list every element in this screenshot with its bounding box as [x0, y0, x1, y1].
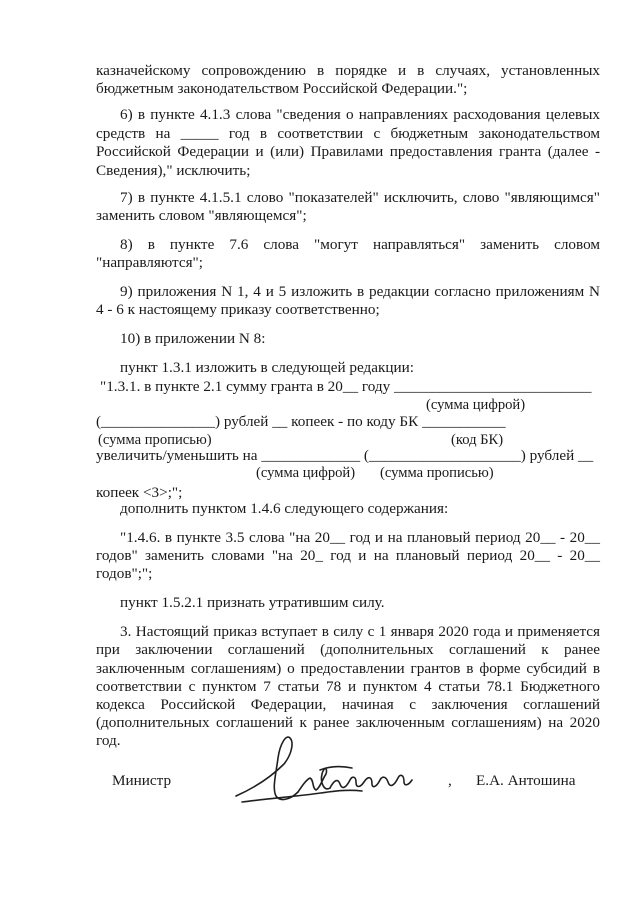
paragraph-line: соответствии с пунктом 7 статьи 78 и пунктом 4 статьи 78.1 Бюджетного	[96, 678, 600, 695]
paragraph-line: 8) в пункте 7.6 слова "могут направляться" заменить словом	[120, 236, 600, 253]
caption-sum-words: (сумма прописью)	[380, 465, 494, 481]
caption-sum-words: (сумма прописью)	[98, 432, 212, 448]
paragraph-line: (дополнительных соглашений к ранее заключенным соглашениям) на 2020	[96, 714, 600, 731]
paragraph-line: средств на _____ год в соответствии с бюджетным законодательством	[96, 125, 600, 142]
caption-bk-code: (код БК)	[451, 432, 504, 448]
form-line: увеличить/уменьшить на _____________ (____________________) рублей __	[96, 447, 594, 464]
paragraph-line: при заключении соглашений (дополнительных соглашений к ранее	[96, 641, 600, 658]
paragraph-line: 10) в приложении N 8:	[120, 330, 266, 347]
paragraph-line: заменить словом "являющемся";	[96, 207, 307, 224]
signature-comma: ,	[448, 772, 452, 789]
paragraph-line: 6) в пункте 4.1.3 слова "сведения о направлениях расходования целевых	[120, 106, 600, 123]
paragraph-line: заключенным соглашениям) о предоставлении грантов в форме субсидий в	[96, 660, 600, 677]
paragraph-line: "1.4.6. в пункте 3.5 слова "на 20__ год и на плановый период 20__ - 20__	[120, 529, 600, 546]
paragraph-line: 7) в пункте 4.1.5.1 слово "показателей" исключить, слово "являющимся"	[120, 189, 600, 206]
paragraph-line: пункт 1.3.1 изложить в следующей редакции:	[120, 359, 414, 376]
handwritten-signature	[232, 730, 464, 812]
paragraph-line: кодекса Российской Федерации, начиная с заключения соглашений	[96, 696, 600, 713]
paragraph-line: 9) приложения N 1, 4 и 5 изложить в редакции согласно приложениям N	[120, 283, 600, 300]
paragraph-line: 3. Настоящий приказ вступает в силу с 1 января 2020 года и применяется	[120, 623, 600, 640]
paragraph-line: бюджетным законодательством Российской Федерации.";	[96, 80, 468, 97]
paragraph-line: Российской Федерации и (или) Правилами предоставления гранта (далее -	[96, 143, 600, 160]
paragraph-line: дополнить пунктом 1.4.6 следующего содержания:	[120, 500, 449, 517]
paragraph-line: казначейскому сопровождению в порядке и в случаях, установленных	[96, 62, 600, 79]
form-line: "1.3.1. в пункте 2.1 сумму гранта в 20__ году __________________________	[100, 378, 592, 395]
paragraph-line: годов";";	[96, 565, 153, 582]
form-line: копеек <3>;";	[96, 484, 183, 501]
paragraph-line: Сведения)," исключить;	[96, 162, 251, 179]
paragraph-line: пункт 1.5.2.1 признать утратившим силу.	[120, 594, 385, 611]
paragraph-line: "направляются";	[96, 254, 203, 271]
paragraph-line: год.	[96, 732, 121, 749]
signatory-position: Министр	[112, 772, 172, 789]
form-line: (_______________) рублей __ копеек - по коду БК ___________	[96, 413, 506, 430]
caption-sum-digits: (сумма цифрой)	[426, 397, 526, 413]
paragraph-line: годов" заменить словами "на 20_ год и на плановый период 20__ - 20__	[96, 547, 600, 564]
signatory-name: Е.А. Антошина	[476, 772, 576, 789]
paragraph-line: 4 - 6 к настоящему приказу соответственно;	[96, 301, 380, 318]
caption-sum-digits: (сумма цифрой)	[256, 465, 356, 481]
